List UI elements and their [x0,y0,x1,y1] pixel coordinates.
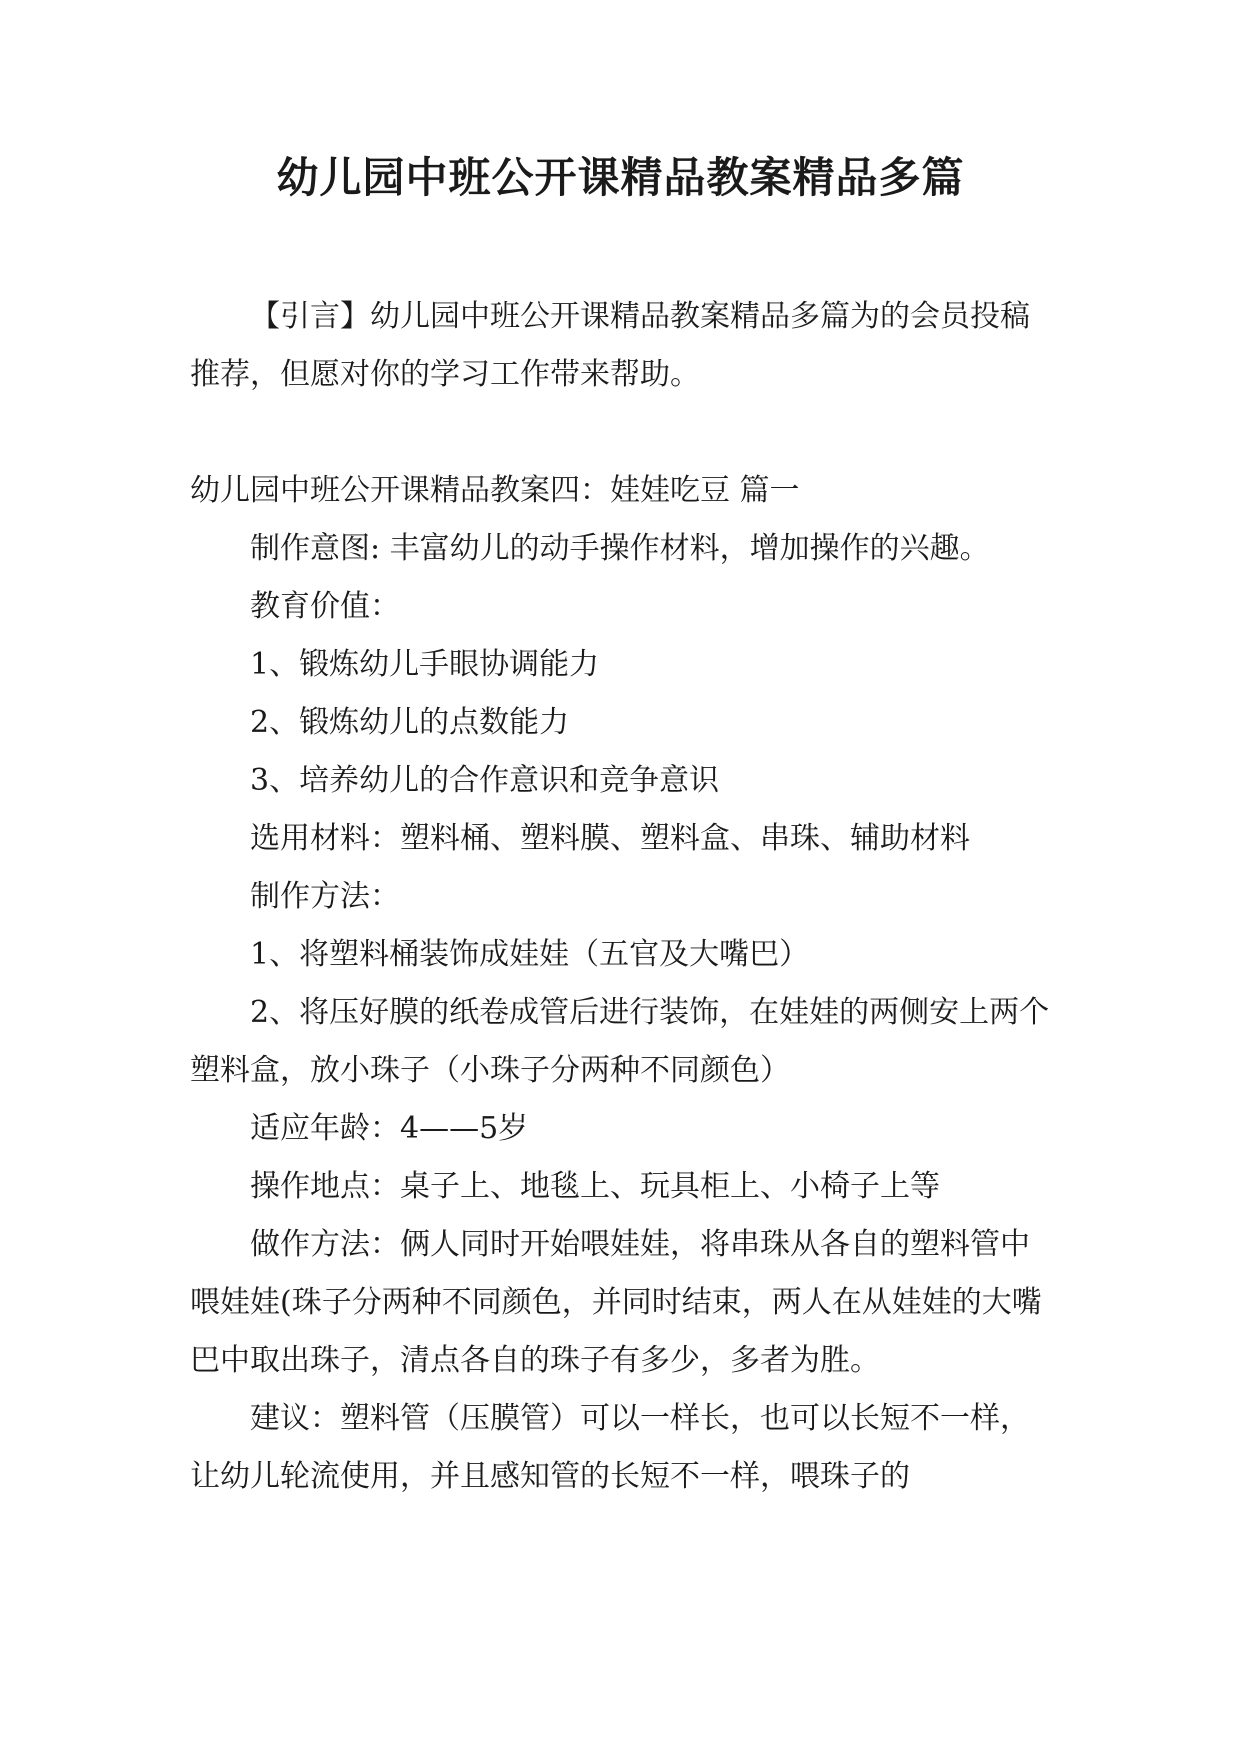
paragraph-method-1: 1、将塑料桶装饰成娃娃（五官及大嘴巴） [250,937,810,972]
section-heading: 幼儿园中班公开课精品教案四：娃娃吃豆 篇一 [190,473,800,508]
paragraph-value-heading: 教育价值： [250,589,400,624]
paragraph-purpose: 制作意图: 丰富幼儿的动手操作材料，增加操作的兴趣。 [250,531,990,566]
paragraph-method-heading: 制作方法： [250,879,400,914]
paragraph-method-2: 2、将压好膜的纸卷成管后进行装饰，在娃娃的两侧安上两个塑料盒，放小珠子（小珠子分两种不同颜色） [190,995,1050,1088]
document-body [190,288,1052,1506]
intro-paragraph: 【引言】幼儿园中班公开课精品教案精品多篇为的会员投稿推荐，但愿对你的学习工作带来帮助。 [190,299,1030,392]
paragraph-value-1: 1、锻炼幼儿手眼协调能力 [250,647,600,682]
paragraph-suggestion: 建议：塑料管（压膜管）可以一样长，也可以长短不一样，让幼儿轮流使用，并且感知管的长短不一样，喂珠子的 [190,1401,1030,1494]
paragraph-value-2: 2、锻炼幼儿的点数能力 [250,705,570,740]
paragraph-spacer [190,404,1052,462]
paragraph-materials: 选用材料：塑料桶、塑料膜、塑料盒、串珠、辅助材料 [250,821,970,856]
paragraph-play-method: 做作方法：俩人同时开始喂娃娃，将串珠从各自的塑料管中喂娃娃(珠子分两种不同颜色，并同时结束，两人在从娃娃的大嘴巴中取出珠子，清点各自的珠子有多少，多者为胜。 [190,1227,1042,1378]
document-title: 幼儿园中班公开课精品教案精品多篇 [276,153,965,202]
paragraph-location: 操作地点：桌子上、地毯上、玩具柜上、小椅子上等 [250,1169,940,1204]
paragraph-value-3: 3、培养幼儿的合作意识和竞争意识 [250,763,720,798]
paragraph-age: 适应年龄：4——5岁 [250,1111,529,1146]
